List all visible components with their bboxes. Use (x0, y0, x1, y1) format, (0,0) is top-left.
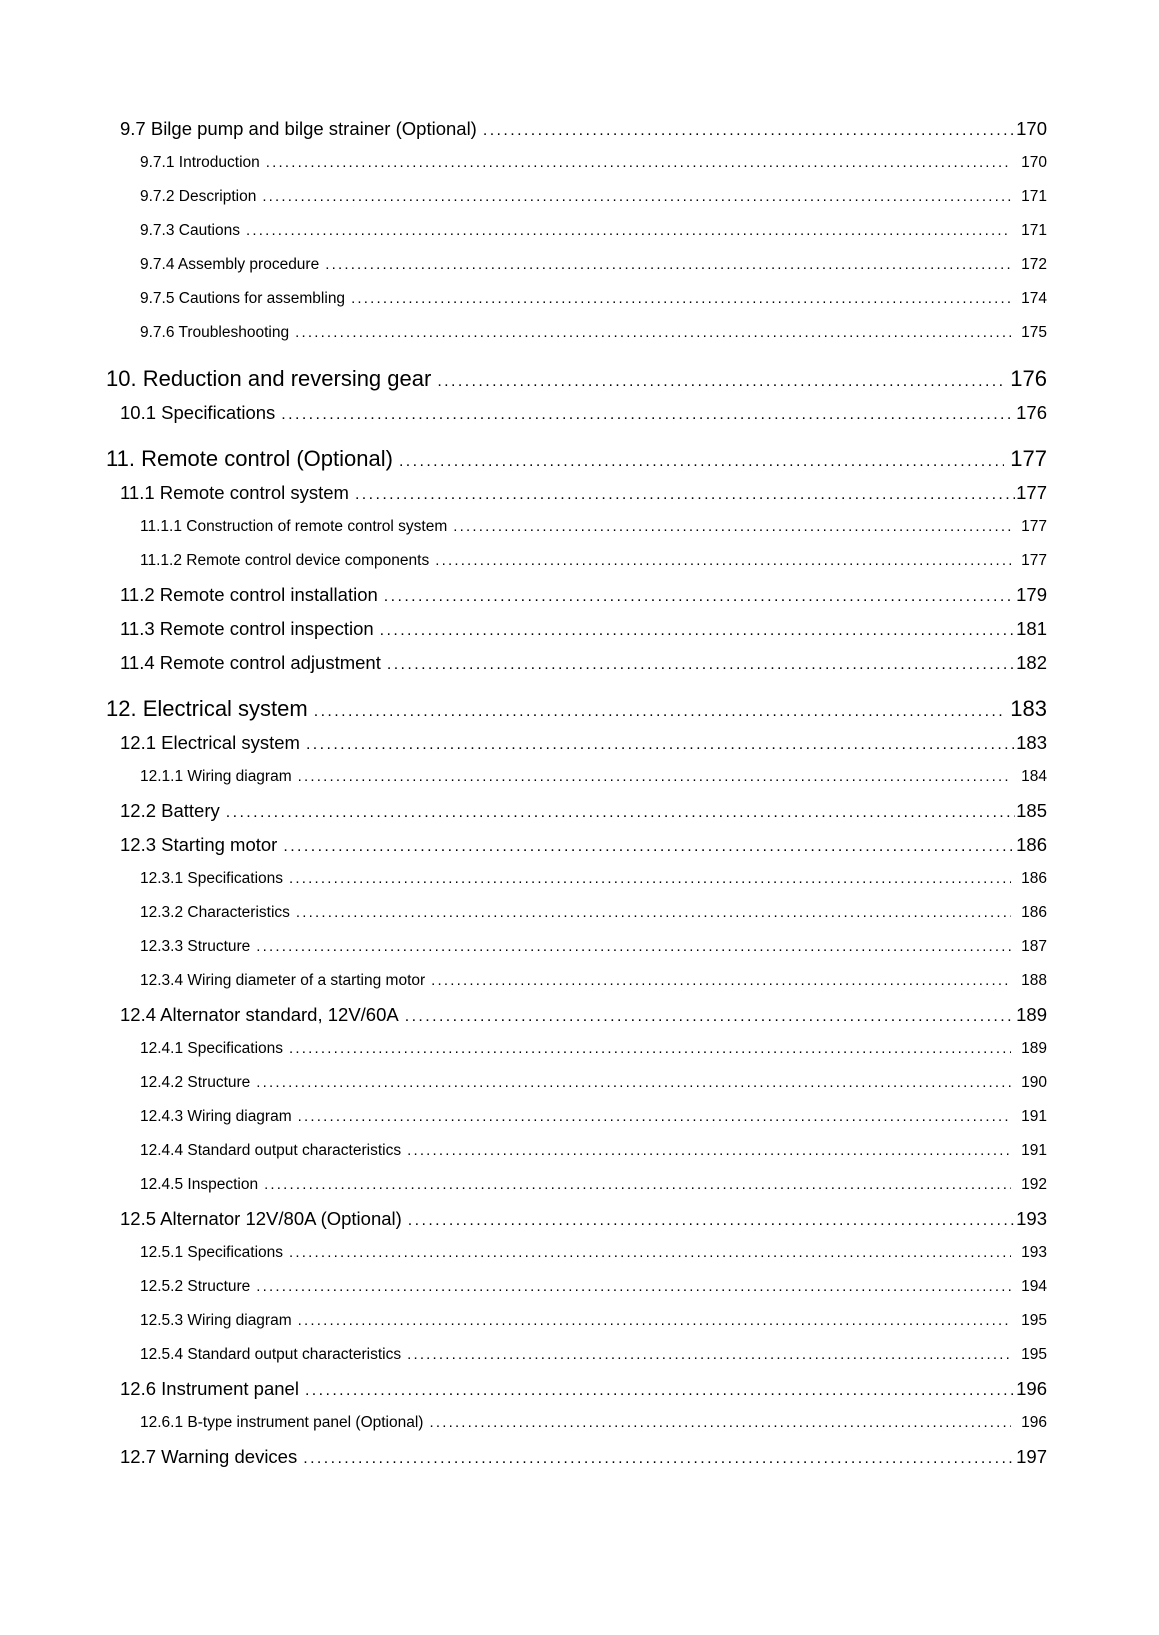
toc-entry-label: 12.3 Starting motor (120, 834, 278, 855)
toc-entry-label: 12. Electrical system (106, 696, 308, 721)
toc-row (106, 794, 1047, 828)
toc-page-number: 177 (1021, 552, 1047, 569)
toc-row (106, 396, 1047, 430)
toc-entry-label: 12.7 Warning devices (120, 1446, 298, 1467)
toc-entry-label: 11. Remote control (Optional) (106, 446, 393, 471)
toc-entry-label: 9.7.2 Description (140, 188, 257, 205)
toc-page-number: 172 (1021, 256, 1047, 273)
toc-dot-leader (431, 964, 1011, 998)
toc-entry-label: 9.7.5 Cautions for assembling (140, 290, 346, 307)
toc-dot-leader (483, 114, 1015, 148)
toc-entry-label: 11.1 Remote control system (120, 482, 349, 503)
toc-entry-label: 12.6 Instrument panel (120, 1378, 299, 1399)
toc-page-number: 188 (1021, 972, 1047, 989)
toc-row (106, 112, 1047, 146)
toc-row (106, 760, 1047, 794)
toc-row (106, 896, 1047, 930)
toc-dot-leader (226, 796, 1015, 830)
toc-entry-label: 12.4.2 Structure (140, 1074, 251, 1091)
toc-page-number: 187 (1021, 938, 1047, 955)
toc-page-number: 175 (1021, 324, 1047, 341)
toc-entry-label: 12.4.4 Standard output characteristics (140, 1142, 402, 1159)
toc-dot-leader (289, 862, 1011, 896)
toc-row (106, 964, 1047, 998)
toc-entry-label: 12.5.1 Specifications (140, 1244, 284, 1261)
toc-page-number: 193 (1021, 1244, 1047, 1261)
toc-entry-label: 11.3 Remote control inspection (120, 618, 374, 639)
toc-dot-leader (295, 316, 1011, 350)
toc-entry-label: 12.4 Alternator standard, 12V/60A (120, 1004, 399, 1025)
toc-page-number: 170 (1021, 154, 1047, 171)
toc-page-number: 186 (1021, 904, 1047, 921)
toc-dot-leader (405, 1000, 1015, 1034)
toc-page-number: 171 (1021, 188, 1047, 205)
toc-row (106, 612, 1047, 646)
toc-entry-label: 12.3.1 Specifications (140, 870, 284, 887)
toc-page-number: 181 (1016, 618, 1047, 639)
toc-entry-label: 12.5.4 Standard output characteristics (140, 1346, 402, 1363)
toc-dot-leader (298, 1304, 1012, 1338)
toc-entry-label: 12.5.3 Wiring diagram (140, 1312, 292, 1329)
toc-dot-leader (355, 478, 1015, 512)
toc-entry-label: 12.2 Battery (120, 800, 220, 821)
toc-entry-label: 9.7 Bilge pump and bilge strainer (Optional) (120, 118, 477, 139)
toc-page-number: 190 (1021, 1074, 1047, 1091)
toc-page-number: 184 (1021, 768, 1047, 785)
toc-page-number: 196 (1021, 1414, 1047, 1431)
toc-dot-leader (296, 896, 1011, 930)
toc-entry-label: 12.5 Alternator 12V/80A (Optional) (120, 1208, 402, 1229)
toc-page-number: 174 (1021, 290, 1047, 307)
toc-entry-label: 11.2 Remote control installation (120, 584, 378, 605)
toc-row (106, 1236, 1047, 1270)
toc-row (106, 1372, 1047, 1406)
toc-dot-leader (408, 1204, 1015, 1238)
toc-page-number: 189 (1021, 1040, 1047, 1057)
toc-dot-leader (314, 695, 1005, 729)
toc-page-number: 191 (1021, 1108, 1047, 1125)
toc-row (106, 998, 1047, 1032)
toc-row (106, 180, 1047, 214)
toc-page-number: 179 (1016, 584, 1047, 605)
toc-page-number: 195 (1021, 1312, 1047, 1329)
toc-row (106, 1406, 1047, 1440)
toc-row (106, 544, 1047, 578)
toc-row (106, 214, 1047, 248)
toc-entry-label: 11.1.2 Remote control device components (140, 552, 430, 569)
toc-entry-label: 9.7.4 Assembly procedure (140, 256, 320, 273)
toc-dot-leader (399, 445, 1004, 479)
toc-page-number: 195 (1021, 1346, 1047, 1363)
toc-dot-leader (289, 1032, 1011, 1066)
toc-row (106, 316, 1047, 350)
toc-page-number: 177 (1010, 446, 1047, 471)
toc-row (106, 1066, 1047, 1100)
toc-page-number: 186 (1021, 870, 1047, 887)
toc-page-number: 183 (1010, 696, 1047, 721)
toc-row (106, 1202, 1047, 1236)
toc-dot-leader (256, 930, 1011, 964)
toc-entry-label: 9.7.1 Introduction (140, 154, 260, 171)
toc-page-number: 185 (1016, 800, 1047, 821)
toc-page-number: 177 (1021, 518, 1047, 535)
toc-dot-leader (289, 1236, 1011, 1270)
toc-page-number: 194 (1021, 1278, 1047, 1295)
toc-entry-label: 12.5.2 Structure (140, 1278, 251, 1295)
toc-row (106, 510, 1047, 544)
toc-entry-label: 10.1 Specifications (120, 402, 276, 423)
toc-entry-label: 12.6.1 B-type instrument panel (Optional) (140, 1414, 424, 1431)
toc-dot-leader (387, 648, 1015, 682)
toc-dot-leader (256, 1270, 1011, 1304)
toc-entry-label: 11.4 Remote control adjustment (120, 652, 381, 673)
toc-dot-leader (298, 1100, 1012, 1134)
toc-dot-leader (303, 1442, 1015, 1476)
toc-row (106, 1168, 1047, 1202)
toc-entry-label: 11.1.1 Construction of remote control system (140, 518, 448, 535)
toc-dot-leader (283, 830, 1015, 864)
toc-row (106, 146, 1047, 180)
toc-dot-leader (429, 1406, 1011, 1440)
toc-row (106, 1338, 1047, 1372)
toc-dot-leader (325, 248, 1011, 282)
toc-page-number: 193 (1016, 1208, 1047, 1229)
toc-row (106, 862, 1047, 896)
toc-dot-leader (407, 1134, 1011, 1168)
toc-dot-leader (453, 510, 1011, 544)
toc-entry-label: 9.7.3 Cautions (140, 222, 240, 239)
toc-dot-leader (262, 180, 1011, 214)
toc-page-number: 170 (1016, 118, 1047, 139)
toc-page-number: 196 (1016, 1378, 1047, 1399)
toc-entry-label: 12.4.1 Specifications (140, 1040, 284, 1057)
toc-page-number: 197 (1016, 1446, 1047, 1467)
toc-entry-label: 10. Reduction and reversing gear (106, 366, 432, 391)
toc-row (106, 726, 1047, 760)
toc-page-number: 182 (1016, 652, 1047, 673)
toc-dot-leader (351, 282, 1011, 316)
toc-dot-leader (306, 728, 1015, 762)
toc-list (106, 112, 1047, 1474)
toc-page-number: 176 (1016, 402, 1047, 423)
toc-dot-leader (380, 614, 1015, 648)
toc-page-number: 191 (1021, 1142, 1047, 1159)
toc-dot-leader (305, 1374, 1015, 1408)
toc-row (106, 692, 1047, 726)
toc-row (106, 1304, 1047, 1338)
toc-row (106, 476, 1047, 510)
toc-entry-label: 12.4.3 Wiring diagram (140, 1108, 292, 1125)
toc-row (106, 442, 1047, 476)
toc-dot-leader (266, 146, 1011, 180)
toc-row (106, 1100, 1047, 1134)
toc-row (106, 362, 1047, 396)
toc-row (106, 282, 1047, 316)
toc-dot-leader (246, 214, 1011, 248)
toc-page-number: 189 (1016, 1004, 1047, 1025)
toc-dot-leader (298, 760, 1012, 794)
toc-entry-label: 12.4.5 Inspection (140, 1176, 259, 1193)
toc-dot-leader (256, 1066, 1011, 1100)
toc-page-number: 177 (1016, 482, 1047, 503)
toc-row (106, 1440, 1047, 1474)
toc-row (106, 578, 1047, 612)
toc-page-number: 171 (1021, 222, 1047, 239)
toc-entry-label: 12.3.3 Structure (140, 938, 251, 955)
toc-dot-leader (435, 544, 1011, 578)
toc-dot-leader (281, 398, 1015, 432)
toc-row (106, 1032, 1047, 1066)
toc-page-number: 176 (1010, 366, 1047, 391)
toc-dot-leader (384, 580, 1015, 614)
toc-row (106, 1270, 1047, 1304)
toc-page-number: 186 (1016, 834, 1047, 855)
toc-row (106, 248, 1047, 282)
toc-row (106, 930, 1047, 964)
toc-entry-label: 12.1 Electrical system (120, 732, 300, 753)
toc-page-number: 183 (1016, 732, 1047, 753)
toc-entry-label: 12.3.4 Wiring diameter of a starting motor (140, 972, 426, 989)
toc-dot-leader (407, 1338, 1011, 1372)
toc-dot-leader (437, 365, 1004, 399)
toc-entry-label: 12.3.2 Characteristics (140, 904, 290, 921)
toc-entry-label: 12.1.1 Wiring diagram (140, 768, 292, 785)
toc-entry-label: 9.7.6 Troubleshooting (140, 324, 290, 341)
toc-row (106, 646, 1047, 680)
toc-dot-leader (264, 1168, 1011, 1202)
toc-page-number: 192 (1021, 1176, 1047, 1193)
toc-row (106, 1134, 1047, 1168)
toc-row (106, 828, 1047, 862)
